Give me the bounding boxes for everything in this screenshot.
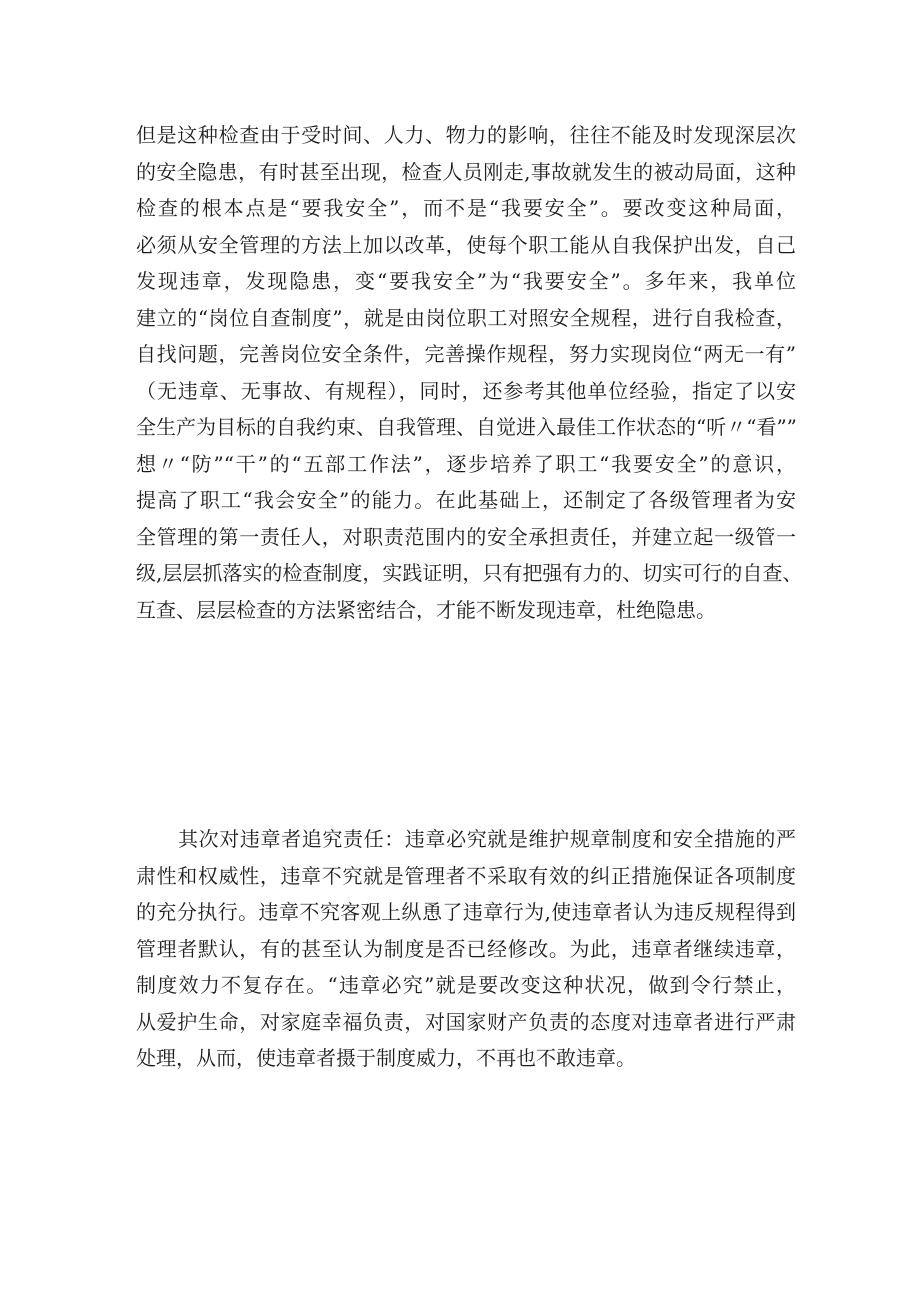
text-line: 检查的根本点是“要我安全”，而不是“我要安全”。要改变这种局面， — [136, 196, 796, 220]
text-line: 制度效力不复存在。“违章必究”就是要改变这种状况，做到令行禁止， — [136, 973, 796, 997]
text-line: 管理者默认，有的甚至认为制度是否已经修改。为此，违章者继续违章， — [136, 936, 796, 961]
text-line: 级,层层抓落实的检查制度，实践证明，只有把强有力的、切实可行的自查、 — [136, 561, 803, 585]
text-line: 必须从安全管理的方法上加以改革，使每个职工能从自我保护出发，自己 — [136, 232, 796, 257]
text-line: 提高了职工“我会安全”的能力。在此基础上，还制定了各级管理者为安 — [136, 488, 796, 512]
paragraph-2 — [136, 821, 796, 1077]
text-line: 处理，从而，使违章者摄于制度威力，不再也不敢违章。 — [136, 1046, 636, 1070]
text-line: 建立的“岗位自查制度”，就是由岗位职工对照安全规程，进行自我检查， — [136, 305, 796, 330]
text-line: 肃性和权威性，违章不究就是管理者不采取有效的纠正措施保证各项制度 — [136, 863, 796, 888]
text-line: 的充分执行。违章不究客观上纵恿了违章行为,使违章者认为违反规程得到 — [136, 900, 796, 924]
text-line: 全生产为目标的自我约束、自我管理、自觉进入最佳工作状态的“听〃“看”” — [136, 415, 797, 439]
text-line: 其次对违章者追究责任：违章必究就是维护规章制度和安全措施的严 — [178, 827, 796, 851]
paragraph-1 — [136, 117, 803, 628]
text-line: 的安全隐患，有时甚至出现，检查人员刚走,事故就发生的被动局面，这种 — [136, 159, 796, 184]
text-line: 全管理的第一责任人，对职责范围内的安全承担责任，并建立起一级管一 — [136, 524, 796, 549]
text-line: （无违章、无事故、有规程），同时，还参考其他单位经验，指定了以安 — [136, 378, 796, 403]
text-line: 发现违章，发现隐患，变“要我安全”为“我要安全”。多年来，我单位 — [136, 269, 796, 293]
text-line: 想〃“防”“干”的“五部工作法”，逐步培养了职工“我要安全”的意识， — [136, 451, 796, 476]
text-line: 从爱护生命，对家庭幸福负责，对国家财产负责的态度对违章者进行严肃 — [136, 1009, 796, 1034]
text-line: 但是这种检查由于受时间、人力、物力的影响，往往不能及时发现深层次 — [136, 123, 796, 147]
text-line: 互查、层层检查的方法紧密结合，才能不断发现违章，杜绝隐患。 — [136, 597, 716, 622]
text-line: 自找问题，完善岗位安全条件，完善操作规程，努力实现岗位“两无一有” — [136, 342, 796, 366]
